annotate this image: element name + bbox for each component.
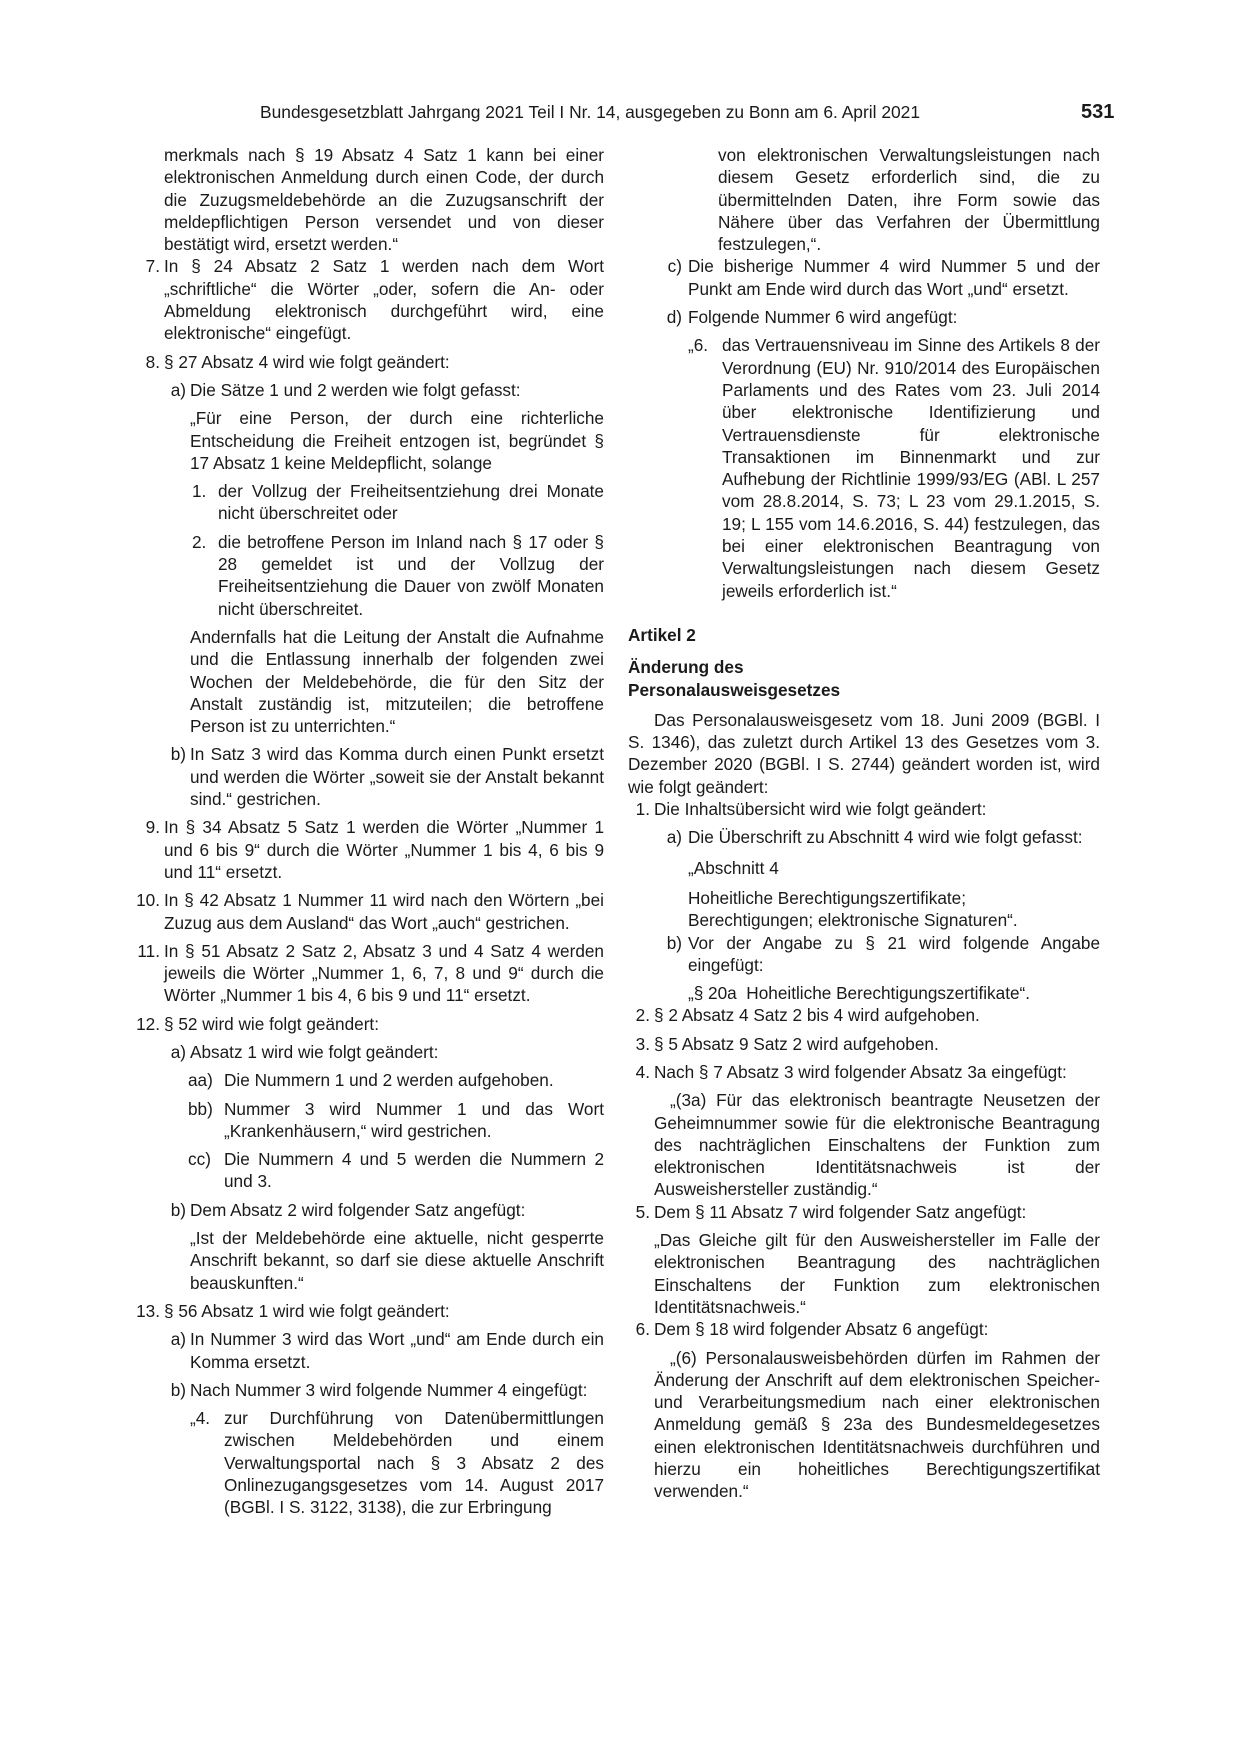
item-number: 9. bbox=[145, 817, 160, 838]
item-number: 4. bbox=[635, 1061, 650, 1082]
list-item bbox=[136, 1013, 604, 1035]
left-column bbox=[136, 144, 604, 1525]
list-item bbox=[628, 1061, 1100, 1083]
item-text: Folgende Nummer 6 wird angefügt: bbox=[688, 307, 958, 328]
sub-item bbox=[628, 306, 1100, 328]
item-number: 7. bbox=[145, 256, 160, 277]
item-text: Die Überschrift zu Abschnitt 4 wird wie folgt gefasst: bbox=[688, 827, 1083, 848]
item-number: b) bbox=[170, 1379, 186, 1400]
item-text: In § 51 Absatz 2 Satz 2, Absatz 3 und 4 Satz 4 werden jeweils die Wörter „Nummer 1, 6, 7, 8 und 9“ durch die Wörter „Nummer 1 bis 4, 6 bis 9 und 11“ ersetzt. bbox=[164, 940, 604, 1006]
quoted-heading: Berechtigungen; elektronische Signaturen“. bbox=[688, 910, 1018, 931]
item-number: 1. bbox=[192, 481, 207, 502]
item-text: Die Nummern 4 und 5 werden die Nummern 2 und 3. bbox=[224, 1149, 604, 1192]
item-text: In Nummer 3 wird das Wort „und“ am Ende durch ein Komma ersetzt. bbox=[190, 1329, 604, 1372]
page-header bbox=[260, 99, 1241, 125]
sub-item bbox=[164, 743, 604, 810]
item-number: b) bbox=[666, 932, 682, 953]
quoted-heading: Hoheitliche Berechtigungszertifikate; bbox=[688, 887, 967, 908]
item-number: a) bbox=[666, 827, 682, 848]
sub-item bbox=[628, 932, 1100, 977]
article-label: Artikel 2 bbox=[628, 624, 696, 645]
continued-paragraph: von elektronischen Verwaltungsleistungen nach diesem Gesetz erforderlich sind, die zu übermittelnden Daten, ihre Form sowie das Nähere über das Verfahren der Übermittlung festzulegen,“. bbox=[718, 145, 1100, 255]
item-number: 10. bbox=[136, 890, 160, 911]
running-title: Bundesgesetzblatt Jahrgang 2021 Teil I Nr. 14, ausgegeben zu Bonn am 6. April 2021 bbox=[260, 102, 921, 122]
list-item bbox=[628, 1033, 1100, 1055]
sub-item bbox=[164, 379, 604, 401]
item-text: Nummer 3 wird Nummer 1 und das Wort „Krankenhäusern,“ wird gestrichen. bbox=[224, 1098, 604, 1141]
item-number: 8. bbox=[145, 351, 160, 372]
item-text: Dem § 18 wird folgender Absatz 6 angefügt: bbox=[654, 1319, 989, 1340]
item-number: a) bbox=[170, 379, 186, 400]
quoted-text: „(3a) Für das elektronisch beantragte Neusetzen der Geheimnummer sowie für die elektronische Beantragung des nachträglichen Einschaltens der Funktion zum elektronischen Identitätsnachweis ist der Ausweishersteller zuständig.“ bbox=[654, 1090, 1100, 1200]
quoted-text: „Für eine Person, der durch eine richterliche Entscheidung die Freiheit entzogen ist, begründet § 17 Absatz 1 keine Meldepflicht, solange bbox=[190, 408, 604, 473]
list-item bbox=[628, 1201, 1100, 1223]
article-title-line-1: Änderung des bbox=[628, 657, 744, 678]
item-number: 2. bbox=[192, 531, 207, 552]
item-number: 5. bbox=[635, 1201, 650, 1222]
continued-paragraph: merkmals nach § 19 Absatz 4 Satz 1 kann bei einer elektronischen Anmeldung durch einen Code, der durch die Zuzugsmeldebehörde an die Zuzugsanschrift der meldepflichtigen Person versendet und von dieser bestätigt wird, ersetzt werden.“ bbox=[164, 145, 604, 255]
item-text: § 2 Absatz 4 Satz 2 bis 4 wird aufgehoben. bbox=[654, 1005, 980, 1026]
list-item bbox=[145, 255, 604, 344]
item-text: Vor der Angabe zu § 21 wird folgende Angabe eingefügt: bbox=[688, 932, 1100, 975]
item-text: Die Inhaltsübersicht wird wie folgt geändert: bbox=[654, 799, 987, 820]
item-number: 1. bbox=[635, 799, 650, 820]
item-number: a) bbox=[170, 1041, 186, 1062]
item-number: 2. bbox=[635, 1005, 650, 1026]
item-text: Dem Absatz 2 wird folgender Satz angefügt: bbox=[190, 1199, 526, 1220]
sub-item bbox=[628, 255, 1100, 300]
quoted-sub-item bbox=[164, 480, 604, 525]
item-number: aa) bbox=[188, 1070, 213, 1091]
item-number: 3. bbox=[635, 1033, 650, 1054]
quoted-text: Andernfalls hat die Leitung der Anstalt die Aufnahme und die Entlassung innerhalb der folgenden zwei Wochen der Meldebehörde, die für den Sitz der Anstalt zuständig ist, mitzuteilen; die betroffene Person ist zu unterrichten.“ bbox=[190, 626, 604, 737]
item-text: § 52 wird wie folgt geändert: bbox=[164, 1013, 379, 1034]
item-text: Dem § 11 Absatz 7 wird folgender Satz angefügt: bbox=[654, 1201, 1027, 1222]
quoted-text: „Das Gleiche gilt für den Ausweishersteller im Falle der elektronischen Beantragung des nachträglichen Einschaltens der Funktion zum elektronischen Identitätsnachweis.“ bbox=[654, 1230, 1100, 1317]
sub-item bbox=[164, 1328, 604, 1373]
item-number: 12. bbox=[136, 1013, 160, 1034]
quoted-sub-item bbox=[628, 334, 1100, 602]
item-number: b) bbox=[170, 1199, 186, 1220]
list-item bbox=[137, 940, 604, 1007]
list-item bbox=[136, 889, 604, 934]
item-number: d) bbox=[666, 307, 682, 328]
item-text: In § 34 Absatz 5 Satz 1 werden die Wörter „Nummer 1 und 6 bis 9“ durch die Wörter „Nummer 1 bis 4, 6 bis 9 und 11“ ersetzt. bbox=[164, 817, 604, 882]
item-text: In § 42 Absatz 1 Nummer 11 wird nach den Wörtern „bei Zuzug aus dem Ausland“ das Wort „auch“ gestrichen. bbox=[164, 890, 604, 933]
sub-item bbox=[164, 1379, 604, 1401]
item-text: das Vertrauensniveau im Sinne des Artikels 8 der Verordnung (EU) Nr. 910/2014 des Europäischen Parlaments und des Rates vom 23. Juli 2014 über elektronische Identifizierung und Vertrauensdienste für elektronische Transaktionen im Binnenmarkt und zur Aufhebung der Richtlinie 1999/93/EG (ABl. L 257 vom 28.8.2014, S. 73; L 23 vom 29.1.2015, S. 19; L 155 vom 14.6.2016, S. 44) festzulegen, das bei einer elektronischen Beantragung von Verwaltungsleistungen nach diesem Gesetz jeweils erforderlich ist.“ bbox=[722, 335, 1100, 601]
quoted-text: „(6) Personalausweisbehörden dürfen im Rahmen der Änderung der Anschrift auf dem elektronischen Speicher- und Verarbeitungsmedium nach einer elektronischen Anmeldung gemäß § 23a des Bundesmeldegesetzes einen elektronischen Identitätsnachweis durchführen und hierzu ein hoheitliches Berechtigungszertifikat verwenden.“ bbox=[654, 1347, 1100, 1502]
article-title-line-2: Personalausweisgesetzes bbox=[628, 679, 841, 700]
quoted-text: „Ist der Meldebehörde eine aktuelle, nicht gesperrte Anschrift bekannt, so darf sie diese aktuelle Anschrift beauskunften.“ bbox=[190, 1228, 604, 1293]
item-text: die betroffene Person im Inland nach § 17 oder § 28 gemeldet ist und der Vollzug der Freiheitsentziehung die Dauer von zwölf Monaten nicht überschreitet. bbox=[218, 531, 604, 619]
item-number: 13. bbox=[136, 1300, 160, 1321]
item-text: Nach Nummer 3 wird folgende Nummer 4 eingefügt: bbox=[190, 1379, 588, 1400]
sub-item bbox=[628, 826, 1100, 848]
quoted-text: „§ 20a Hoheitliche Berechtigungszertifikate“. bbox=[688, 983, 1031, 1004]
sub-sub-item bbox=[164, 1098, 604, 1143]
item-number: „6. bbox=[688, 335, 709, 356]
page-number: 531 bbox=[1081, 101, 1115, 123]
item-number: bb) bbox=[188, 1098, 213, 1119]
sub-sub-item bbox=[164, 1148, 604, 1193]
list-item bbox=[628, 1004, 1100, 1026]
item-number: c) bbox=[667, 256, 682, 277]
right-column bbox=[628, 144, 1100, 1503]
item-text: Die Sätze 1 und 2 werden wie folgt gefasst: bbox=[190, 379, 521, 400]
item-text: Nach § 7 Absatz 3 wird folgender Absatz 3a eingefügt: bbox=[654, 1061, 1067, 1082]
quoted-sub-item bbox=[164, 1407, 604, 1518]
item-text: § 56 Absatz 1 wird wie folgt geändert: bbox=[164, 1300, 450, 1321]
item-number: „4. bbox=[190, 1408, 211, 1429]
item-number: cc) bbox=[188, 1149, 211, 1170]
item-text: Die bisherige Nummer 4 wird Nummer 5 und der Punkt am Ende wird durch das Wort „und“ ersetzt. bbox=[688, 256, 1100, 299]
item-number: b) bbox=[170, 744, 186, 765]
item-text: der Vollzug der Freiheitsentziehung drei Monate nicht überschreitet oder bbox=[218, 481, 604, 524]
item-text: In § 24 Absatz 2 Satz 1 werden nach dem Wort „schriftliche“ die Wörter „oder, sofern die An- oder Abmeldung elektronisch durchgeführt wird, eine elektronische“ eingefügt. bbox=[164, 256, 604, 344]
quoted-heading: „Abschnitt 4 bbox=[688, 857, 779, 878]
article-intro: Das Personalausweisgesetz vom 18. Juni 2009 (BGBl. I S. 1346), das zuletzt durch Artikel 13 des Gesetzes vom 3. Dezember 2020 (BGBl. I S. 2744) geändert worden ist, wird wie folgt geändert: bbox=[628, 709, 1100, 797]
item-text: § 5 Absatz 9 Satz 2 wird aufgehoben. bbox=[654, 1033, 939, 1054]
item-text: In Satz 3 wird das Komma durch einen Punkt ersetzt und werden die Wörter „soweit sie der Anstalt bekannt sind.“ gestrichen. bbox=[190, 744, 604, 810]
sub-item bbox=[164, 1199, 604, 1221]
item-number: 6. bbox=[635, 1319, 650, 1340]
item-text: Absatz 1 wird wie folgt geändert: bbox=[190, 1041, 439, 1062]
item-text: Die Nummern 1 und 2 werden aufgehoben. bbox=[224, 1070, 554, 1091]
list-item bbox=[136, 1300, 604, 1322]
quoted-sub-item bbox=[164, 531, 604, 620]
item-number: 11. bbox=[137, 940, 160, 961]
list-item bbox=[628, 1318, 1100, 1340]
item-number: a) bbox=[170, 1329, 186, 1350]
item-text: § 27 Absatz 4 wird wie folgt geändert: bbox=[164, 351, 450, 372]
list-item bbox=[145, 816, 604, 883]
sub-item bbox=[164, 1041, 604, 1063]
item-text: zur Durchführung von Datenübermittlungen zwischen Meldebehörden und einem Verwaltungsportal nach § 3 Absatz 2 des Onlinezugangsgesetzes vom 14. August 2017 (BGBl. I S. 3122, 3138), die zur Erbringung bbox=[224, 1408, 604, 1518]
sub-sub-item bbox=[164, 1069, 604, 1091]
list-item bbox=[145, 351, 604, 373]
list-item bbox=[628, 798, 1100, 820]
